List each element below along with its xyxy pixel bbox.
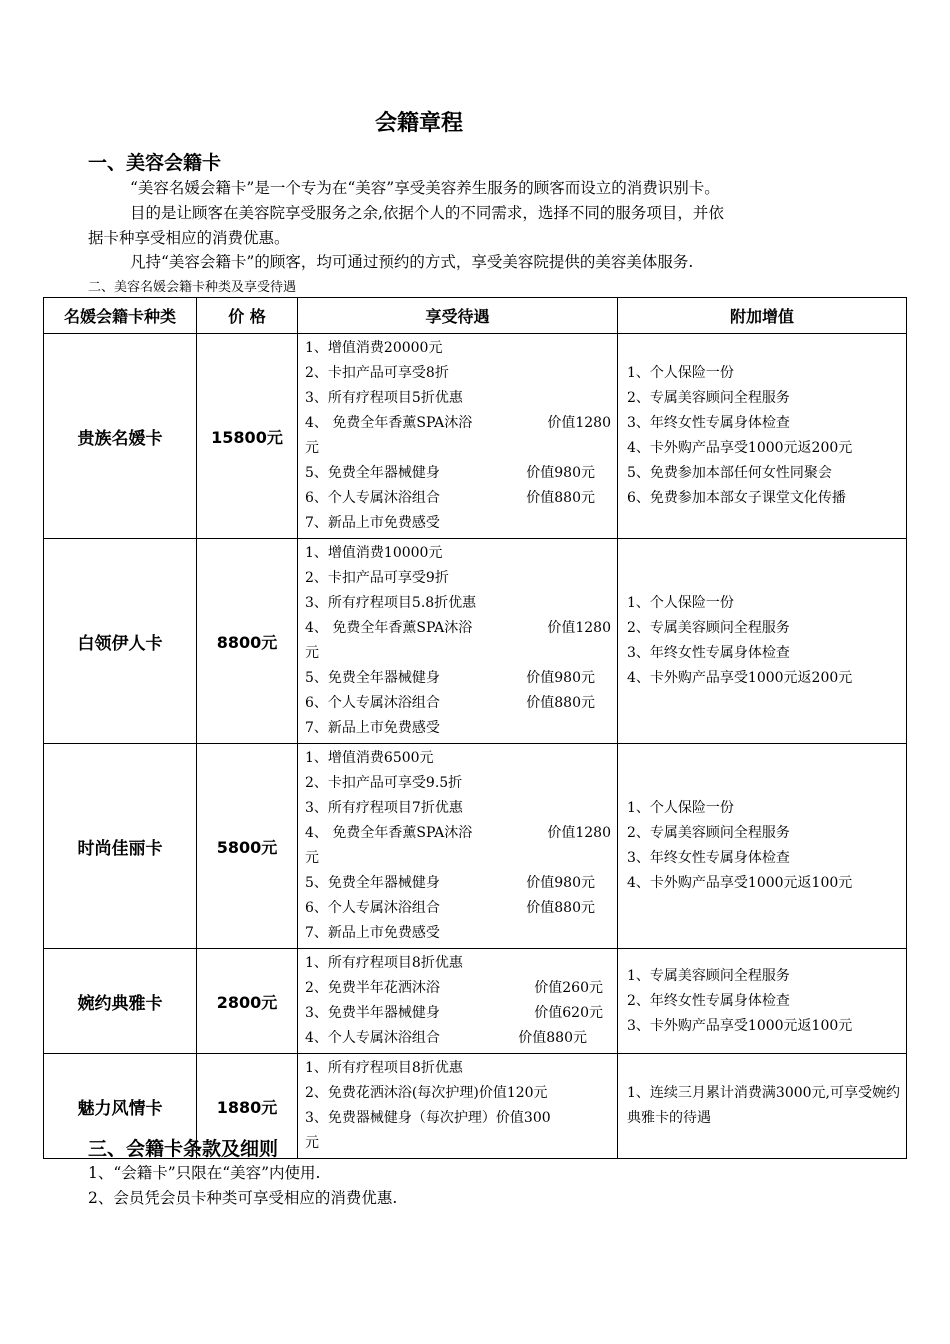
benefit-item [305, 616, 611, 641]
extra-item: 4、卡外购产品享受1000元返200元 [627, 670, 853, 686]
card-price: 5800元 [197, 744, 298, 949]
card-name: 贵族名媛卡 [44, 334, 197, 539]
card-price: 8800元 [197, 539, 298, 744]
benefit-item: 7、新品上市免费感受 [305, 720, 440, 736]
extras-cell [618, 539, 907, 744]
extras-cell [618, 334, 907, 539]
extra-item: 1、个人保险一份 [627, 365, 734, 381]
benefit-item: 1、所有疗程项目8折优惠 [305, 1060, 463, 1076]
benefits-cell [298, 744, 618, 949]
extras-cell [618, 949, 907, 1054]
benefit-value: 价值260元 [534, 980, 603, 996]
benefits-cell [298, 1054, 618, 1159]
section-1-paragraph-3: 凡持“美容会籍卡”的顾客，均可通过预约的方式，享受美容院提供的美容美体服务. [130, 253, 694, 271]
extra-item: 1、连续三月累计消费满3000元,可享受婉约典雅卡的待遇 [627, 1085, 900, 1126]
card-name: 时尚佳丽卡 [44, 744, 197, 949]
benefit-item: 2、卡扣产品可享受8折 [305, 365, 449, 381]
header-price: 价 格 [197, 298, 298, 334]
section-1-paragraph-1: “美容名媛会籍卡”是一个专为在“美容”享受美容养生服务的顾客而设立的消费识别卡。 [130, 179, 720, 197]
benefit-value: 价值620元 [534, 1005, 603, 1021]
benefit-item [305, 821, 611, 846]
card-name: 白领伊人卡 [44, 539, 197, 744]
benefit-item: 7、新品上市免费感受 [305, 515, 440, 531]
extra-item: 5、免费参加本部任何女性同聚会 [627, 465, 832, 481]
benefit-label: 4、 免费全年香薰SPA沐浴 [305, 825, 473, 841]
card-price: 15800元 [197, 334, 298, 539]
table-header-row [44, 298, 907, 334]
membership-card-table [43, 297, 907, 1159]
benefit-label: 6、个人专属沐浴组合 [305, 695, 440, 711]
extra-item: 1、个人保险一份 [627, 595, 734, 611]
benefit-item: 2、卡扣产品可享受9.5折 [305, 775, 463, 791]
extra-item: 3、卡外购产品享受1000元返100元 [627, 1017, 853, 1034]
section-1-heading: 一、美容会籍卡 [88, 152, 222, 174]
benefit-label: 5、免费全年器械健身 [305, 875, 440, 891]
benefit-value: 价值980元 [526, 670, 595, 686]
extra-item: 2、年终女性专属身体检查 [627, 992, 790, 1009]
benefit-value: 价值980元 [526, 875, 595, 891]
benefit-item [305, 691, 595, 716]
benefit-label: 3、免费半年器械健身 [305, 1005, 440, 1021]
table-row [44, 539, 907, 744]
benefit-item-wrap: 元 [305, 645, 319, 661]
benefit-item: 3、免费器械健身（每次护理）价值300 [305, 1110, 551, 1126]
benefit-label: 5、免费全年器械健身 [305, 670, 440, 686]
card-name: 婉约典雅卡 [44, 949, 197, 1054]
benefit-label: 5、免费全年器械健身 [305, 465, 440, 481]
extra-item: 3、年终女性专属身体检查 [627, 850, 790, 866]
benefit-label: 4、 免费全年香薰SPA沐浴 [305, 620, 473, 636]
card-price: 1880元 [197, 1054, 298, 1159]
extra-item: 1、专属美容顾问全程服务 [627, 967, 790, 984]
benefit-value: 价值980元 [526, 465, 595, 481]
benefit-item-wrap: 元 [305, 1135, 319, 1151]
extra-item: 2、专属美容顾问全程服务 [627, 620, 790, 636]
benefits-cell [298, 539, 618, 744]
benefit-item: 1、所有疗程项目8折优惠 [305, 955, 463, 971]
section-1-paragraph-2-cont: 据卡种享受相应的消费优惠。 [88, 229, 290, 247]
extra-item: 2、专属美容顾问全程服务 [627, 390, 790, 406]
card-name: 魅力风情卡 [44, 1054, 197, 1159]
benefit-item: 1、增值消费10000元 [305, 545, 443, 561]
benefit-item [305, 1001, 603, 1026]
benefit-item [305, 486, 595, 511]
benefit-item: 3、所有疗程项目5.8折优惠 [305, 595, 477, 611]
benefit-value: 价值880元 [526, 490, 595, 506]
extra-item: 4、卡外购产品享受1000元返100元 [627, 875, 853, 891]
benefit-value: 价值1280 [547, 620, 611, 636]
extra-item: 1、个人保险一份 [627, 800, 734, 816]
table-row [44, 334, 907, 539]
benefit-item [305, 976, 603, 1001]
benefit-label: 6、个人专属沐浴组合 [305, 900, 440, 916]
benefits-cell [298, 949, 618, 1054]
extras-cell [618, 1054, 907, 1159]
benefit-value: 价值880元 [526, 900, 595, 916]
benefit-label: 4、 免费全年香薰SPA沐浴 [305, 415, 473, 431]
section-1-paragraph-2: 目的是让顾客在美容院享受服务之余,依据个人的不同需求，选择不同的服务项目，并依 [130, 204, 724, 222]
benefit-value: 价值1280 [547, 825, 611, 841]
benefit-item: 2、免费花洒沐浴(每次护理)价值120元 [305, 1085, 548, 1101]
benefit-item [305, 411, 611, 436]
benefit-value: 价值880元 [518, 1030, 587, 1046]
section-3-heading: 三、会籍卡条款及细则 [88, 1138, 279, 1160]
benefit-value: 价值1280 [547, 415, 611, 431]
benefit-value: 价值880元 [526, 695, 595, 711]
benefit-item: 1、增值消费20000元 [305, 340, 443, 356]
benefit-item: 3、所有疗程项目5折优惠 [305, 390, 463, 406]
extra-item: 2、专属美容顾问全程服务 [627, 825, 790, 841]
benefit-item: 2、卡扣产品可享受9折 [305, 570, 449, 586]
section-3-item: 1、“会籍卡”只限在“美容”内使用. [88, 1164, 321, 1182]
benefits-cell [298, 334, 618, 539]
section-2-heading: 二、美容名媛会籍卡种类及享受待遇 [88, 280, 297, 295]
benefit-item [305, 896, 595, 921]
benefit-item [305, 666, 595, 691]
benefit-item-wrap: 元 [305, 440, 319, 456]
benefit-item-wrap: 元 [305, 850, 319, 866]
benefit-label: 6、个人专属沐浴组合 [305, 490, 440, 506]
benefit-item [305, 871, 595, 896]
extra-item: 4、卡外购产品享受1000元返200元 [627, 440, 853, 456]
section-3-item: 2、会员凭会员卡种类可享受相应的消费优惠. [88, 1189, 398, 1207]
header-card-type: 名媛会籍卡种类 [44, 298, 197, 334]
benefit-item [305, 461, 595, 486]
table-row [44, 744, 907, 949]
extra-item: 3、年终女性专属身体检查 [627, 415, 790, 431]
benefit-item: 7、新品上市免费感受 [305, 925, 440, 941]
extras-cell [618, 744, 907, 949]
benefit-label: 2、免费半年花洒沐浴 [305, 980, 440, 996]
header-benefits: 享受待遇 [298, 298, 618, 334]
header-extras: 附加增值 [618, 298, 907, 334]
table-row [44, 949, 907, 1054]
benefit-item: 1、增值消费6500元 [305, 750, 434, 766]
page-title: 会籍章程 [374, 111, 463, 136]
benefit-item: 3、所有疗程项目7折优惠 [305, 800, 463, 816]
benefit-item [305, 1026, 587, 1051]
extra-item: 3、年终女性专属身体检查 [627, 645, 790, 661]
benefit-label: 4、个人专属沐浴组合 [305, 1030, 440, 1046]
extra-item: 6、免费参加本部女子课堂文化传播 [627, 490, 846, 506]
card-price: 2800元 [197, 949, 298, 1054]
